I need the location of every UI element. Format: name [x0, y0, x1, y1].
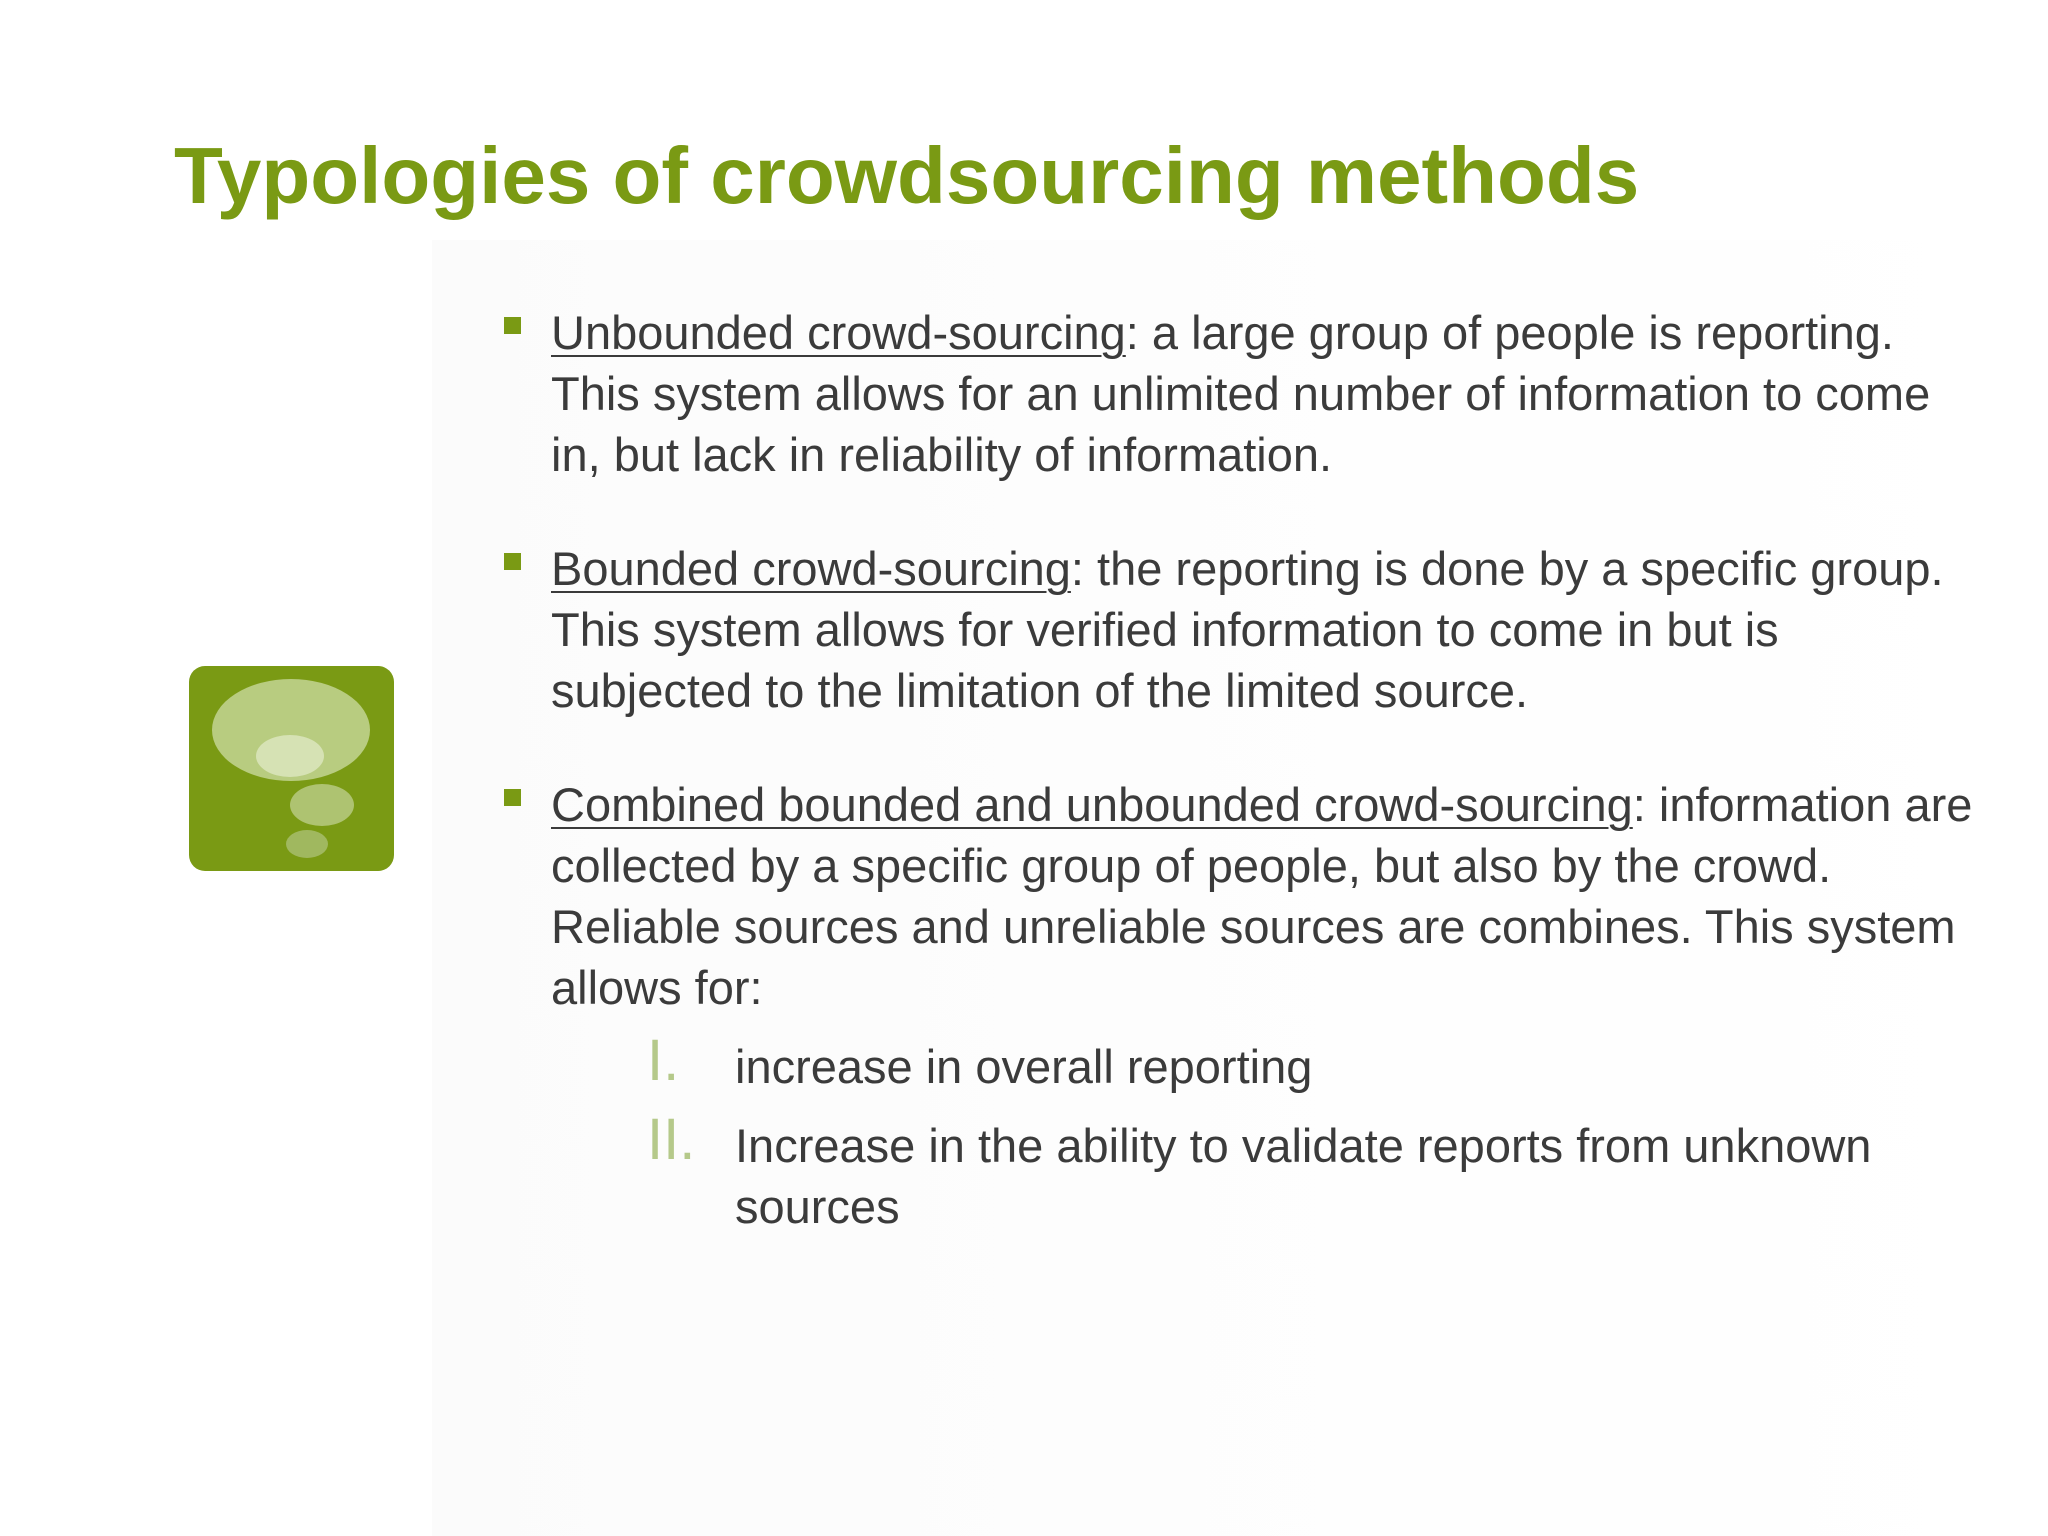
bullet-unbounded [504, 302, 1984, 485]
sublist-item [647, 1028, 1984, 1097]
bullet-term: Combined bounded and unbounded crowd-sourcing [551, 778, 1633, 831]
roman-numeral: II. [647, 1107, 696, 1172]
thought-bubble-icon [189, 666, 394, 871]
bullet-text: : a large group of people is reporting. This system allows for an unlimited number of information to come in, but lack in reliability of information. [551, 306, 1931, 481]
bullet-term: Bounded crowd-sourcing [551, 542, 1071, 595]
slide-title: Typologies of crowdsourcing methods [174, 131, 1640, 220]
bullet-bounded [504, 538, 1984, 721]
bullet-marker [504, 553, 521, 570]
bullet-text: : the reporting is done by a specific group. This system allows for verified information to come in but is subjected to the limitation of the limited source. [551, 542, 1944, 717]
bullet-term: Unbounded crowd-sourcing [551, 306, 1126, 359]
roman-numeral: I. [647, 1028, 680, 1093]
sublist-item-text: increase in overall reporting [735, 1040, 1313, 1093]
sublist-item [647, 1107, 1984, 1237]
bullet-marker [504, 789, 521, 806]
bullet-combined [504, 774, 1984, 1237]
bullet-text: : information are collected by a specific group of people, but also by the crowd. Reliable sources and unreliable sources are combines. This system allows for: [551, 778, 1973, 1014]
sublist-item-text: Increase in the ability to validate reports from unknown sources [735, 1119, 1872, 1233]
bullet-marker [504, 317, 521, 334]
numbered-sublist [647, 1028, 1984, 1237]
bullet-list [504, 302, 1984, 1237]
